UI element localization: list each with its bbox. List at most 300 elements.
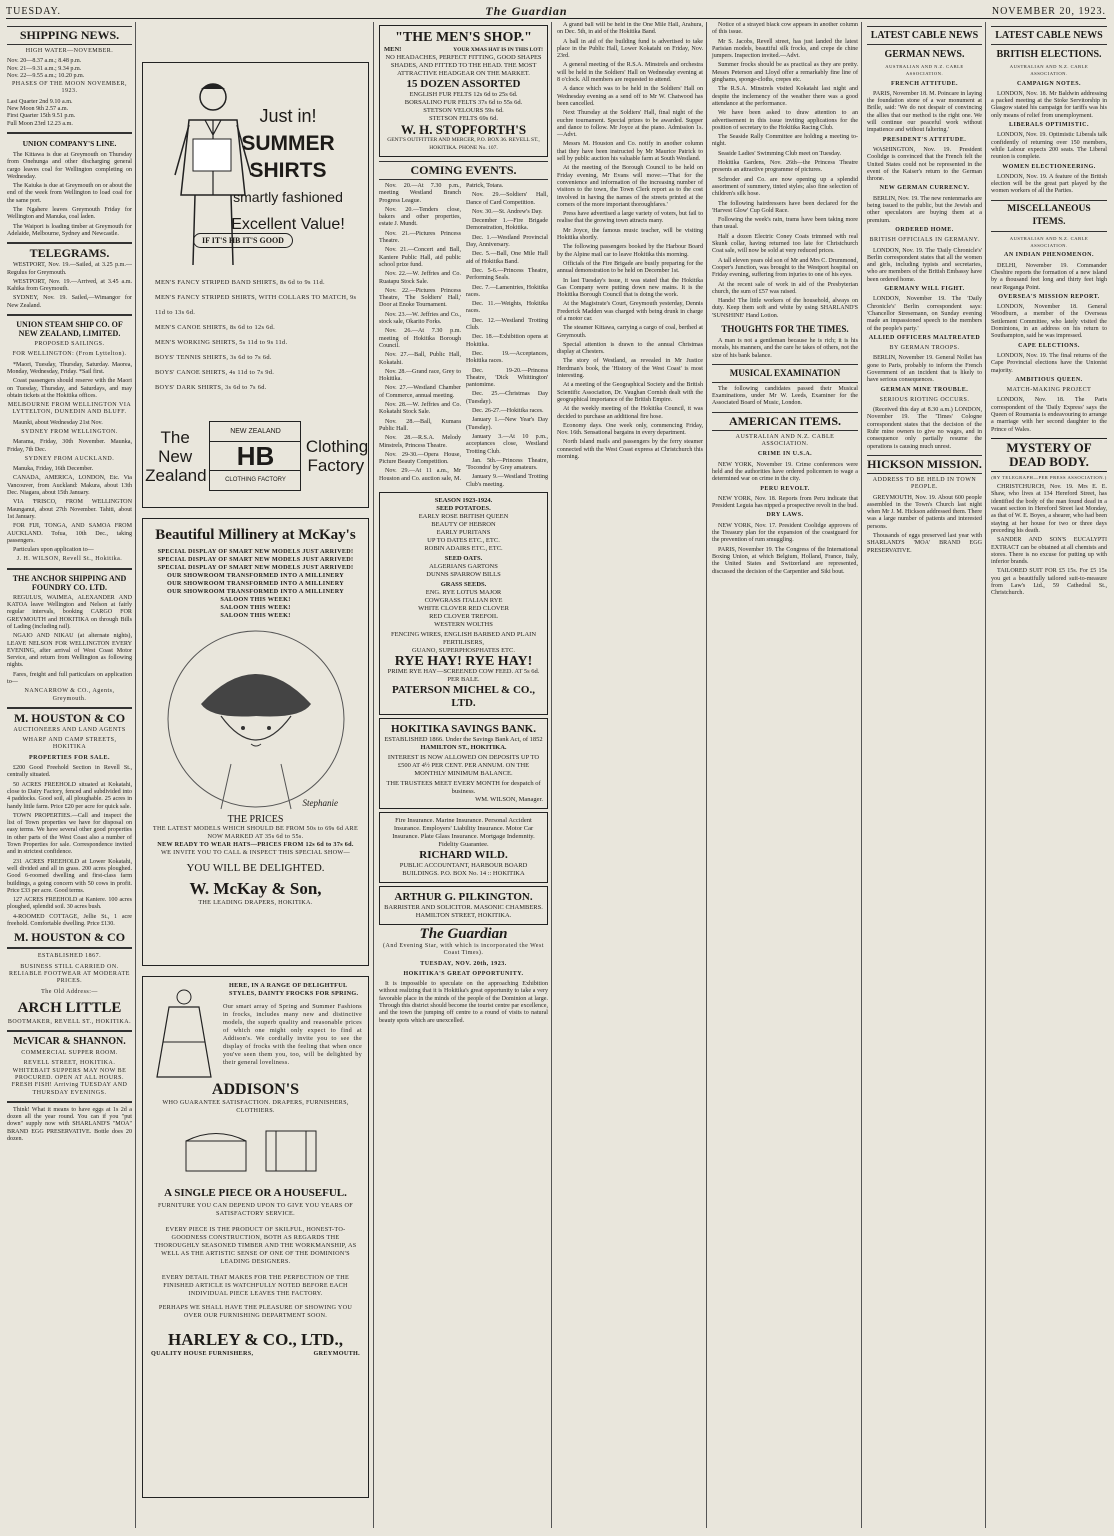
event-item: Nov. 20.—Tenders close, bakers and other properties, estate J. Mundt.: [379, 206, 461, 228]
tide-row: Nov. 22—9.55 a.m.; 10.20 p.m.: [7, 72, 85, 79]
grass-seeds-heading: GRASS SEEDS.: [440, 580, 487, 588]
presidents-attitude-heading: PRESIDENT'S ATTITUDE.: [882, 136, 967, 143]
moon-row: First Quarter 15th 9.51 p.m.: [7, 113, 76, 120]
exhibition-text: It is impossible to speculate on the approaching Exhibition without realizing that it is Hokitika's great opportunity to take a very favorable place in the minds of the people of the Dominion at large. Through this district should become the tourist centre par excellence, and the town the jumping off centre to a round of visits to natural beauty spots which are unexcelled.: [379, 981, 548, 1024]
harley-sub: FURNITURE YOU CAN DEPEND UPON TO GIVE YOU YEARS OF SATISFACTORY SERVICE.: [157, 1202, 354, 1217]
event-item: Nov. 22.—Pictures Princess Theatre, 'The Soldiers' Hall,' Door at Enoke Tournament.: [379, 287, 461, 309]
news-paragraph: The steamer Kittawa, carrying a cargo of coal, berthed at Greymouth.: [557, 325, 703, 339]
masthead-day: TUESDAY.: [6, 5, 61, 17]
news-paragraph: At the Magistrate's Court, Greymouth yesterday, Dennis Frederick Madden was charged with being drunk in charge of a motor car.: [557, 301, 703, 322]
houston-address: WHARF AND CAMP STREETS, HOKITIKA: [22, 737, 117, 751]
news-paragraph: Mr Joyce, the famous music teacher, will be visiting Hokitika shortly.: [557, 227, 703, 242]
potato-item: UP TO DATES ETC., ETC.: [427, 536, 500, 544]
ordered-home-heading: ORDERED HOME.: [895, 226, 954, 233]
presidents-attitude-text: WASHINGTON, Nov. 19. President Coolidge is convinced that the French felt the United States could not be represented in the event of the Kaiser's return to the German throne.: [867, 146, 982, 183]
addison-text: Our smart array of Spring and Summer Fashions in frocks, includes many new and distinctive models, the superb quality and reasonable prices of which one might only expect to find at Addison's. We cordially invite you to see the display of frocks with the feeling that when once you've seen them you, too, will be delighted by their general loveliness.: [223, 1003, 362, 1066]
indian-heading: AN INDIAN PHENOMENON.: [1004, 252, 1094, 259]
oat-item: ALGERIANS GARTONS: [429, 562, 498, 570]
pilkington-advert: [379, 886, 548, 925]
event-item: Dec. 12.—Westland Trotting Club.: [466, 317, 548, 332]
mens-shop-heading: "THE MEN'S SHOP.": [395, 30, 532, 45]
event-item: Dec. 25.—Christmas Day (Tuesday).: [466, 391, 548, 405]
moon-heading: PHASES OF THE MOON NOVEMBER, 1923.: [11, 81, 128, 95]
shipping-heading: SHIPPING NEWS.: [7, 26, 132, 45]
telegrams-heading: TELEGRAMS.: [29, 246, 110, 261]
coming-events-heading: COMING EVENTS.: [379, 161, 548, 180]
mckay-name: W. McKay & Son,: [189, 879, 322, 898]
manager-name: WM. WILSON, Manager.: [475, 795, 543, 803]
millinery-lines: [143, 548, 368, 620]
thistle-text: Think! What it means to have eggs at 1s 2d a dozen all the year round. You can if you "put down" supply now with SHARLAND'S "MOA" BRAND EGG PRESERVATIVE. Bottle does 20 dozen.: [7, 1106, 132, 1143]
hickson-text: GREYMOUTH, Nov. 19. About 600 people assembled in the Town's Church last night when Mr J. M. Hickson addressed them. There was a large number of patients and interested persons.: [867, 494, 982, 530]
shirt-price-item: MEN'S FANCY STRIPED BAND SHIRTS, 8s 6d to 9s 11d.: [155, 279, 325, 286]
cable-assoc-2: AUSTRALIAN AND N.Z. CABLE ASSOCIATION.: [1009, 64, 1089, 77]
germany-fight-text: LONDON, November 19. The 'Daily Chronicle's' Berlin correspondent says: 'Chancellor Stresemann, on Sunday evening made an impassioned speech to the members of the people's party.': [867, 296, 982, 332]
proposed-sailings: PROPOSED SAILINGS.: [34, 341, 105, 348]
harley-heading: A SINGLE PIECE OR A HOUSEFUL.: [164, 1187, 347, 1199]
column-cable-news-british: [988, 22, 1110, 1528]
liberals-text: LONDON, Nov. 19. Optimistic Liberals talk confidently of returning over 150 members, while Labour expects 200 seats. The Liberal reunion is complete.: [991, 132, 1107, 161]
ambitious-text: LONDON, Nov. 18. The Paris correspondent of the 'Daily Express' says the Queen of Roumania is endeavouring to arrange a marriage with her second daughter to the Prince of Wales.: [991, 397, 1107, 433]
seed-potatoes-heading: SEED POTATOES.: [436, 504, 491, 512]
the-new-zealand-text: The New Zealand: [145, 427, 207, 485]
british-officials-heading: BRITISH OFFICIALS IN GERMANY.: [869, 237, 980, 244]
thoughts-text: A man is not a gentleman because he is rich; it is his morals, his manners, and the care he takes of others, not the size of his bank balance.: [712, 337, 858, 359]
savings-bank-advert: [379, 718, 548, 809]
column-shipping: [4, 22, 136, 1528]
anchor-text: REGULUS, WAIMEA, ALEXANDER AND KATOA leave Wellington and Nelson at fairly regular intervals, booking CARGO FOR GREYMOUTH and HOKITIKA on through Bills of Lading (including rail).: [7, 594, 132, 630]
mckay-sub: THE LEADING DRAPERS, HOKITIKA.: [198, 899, 313, 906]
event-item: Nov. 29-30.—Opera House, Picture Beauty Competition.: [379, 451, 461, 466]
mcvicar-sub: COMMERCIAL SUPPER ROOM.: [21, 1050, 118, 1057]
logo-mid: HB: [236, 441, 275, 471]
usc-paragraph: The Ngahere leaves Greymouth Friday for Wellington and Manuka, coal laden.: [7, 207, 132, 221]
insurance-text: Fire Insurance. Marine Insurance. Personal Accident Insurance. Employers' Liability Insurance. Motor Car Insurance. Plate Glass Insurance. Mortgage Indemnity. Fidelity Guarantee.: [392, 816, 535, 848]
harley-text: PERHAPS WE SHALL HAVE THE PLEASURE OF SHOWING YOU OVER OUR FURNISHING DEPARTMENT SOON.: [158, 1304, 353, 1319]
property-item: £200 Good Freehold Section in Revell St., centrally situated.: [7, 765, 132, 779]
column-local-news-2: [709, 22, 862, 1528]
moon-row: Last Quarter 2nd 9.10 a.m.: [7, 98, 73, 105]
dozen-assorted: 15 DOZEN ASSORTED: [406, 78, 521, 90]
event-item: Nov. 29.—Soldiers' Hall, Dance of Card Competition.: [466, 192, 548, 206]
crime-heading: CRIME IN U.S.A.: [757, 451, 813, 458]
oat-item: DUNNS SPARROW BILLS: [426, 570, 501, 578]
paterson-heading: PATERSON MICHEL & CO., LTD.: [392, 683, 535, 709]
savings-est: ESTABLISHED 1866. Under the Savings Bank Act, of 1852: [384, 735, 543, 743]
guardian-sub: (And Evening Star, with which is incorporated the West Coast Times).: [383, 942, 544, 957]
event-item: Nov. 26.—At 7.30 p.m. meeting of Hokitika Borough Council.: [379, 328, 461, 349]
news-paragraph: Hokitika Gardens, Nov. 26th—the Princess Theatre presents an attractive programme of pictures.: [712, 160, 858, 174]
event-item: Nov. 23.—W. Jeffries and Co., stock sale, Okarito Forks.: [379, 311, 461, 326]
mckay-millinery-advert: [142, 518, 369, 966]
smartly-text: smartly fashioned: [233, 189, 343, 205]
hickson-mission-heading: HICKSON MISSION.: [867, 455, 982, 474]
nz-hb-logo: [209, 421, 301, 491]
news-paragraph: The R.S.A. Minstrels visited Kokatahi last night and despite the inclemency of the weather there was a good attendance at the performance.: [712, 86, 858, 107]
grass-item: WESTERN WOLTHS: [434, 620, 493, 628]
shirt-price-item: BOYS' CANOE SHIRTS, 4s 11d to 7s 9d.: [155, 369, 275, 376]
cape-heading: CAPE ELECTIONS.: [1018, 342, 1080, 349]
mens-shop-advert: [379, 25, 548, 157]
event-item: Nov. 28.—Grand race, Grey to Hokitika.: [379, 368, 461, 383]
properties-heading: PROPERTIES FOR SALE.: [29, 754, 110, 761]
millinery-line: OUR SHOWROOM TRANSFORMED INTO A MILLINERY: [166, 572, 345, 579]
event-item: Dec. 5-6.—Princess Theatre, Performing Seals.: [466, 267, 548, 282]
houston-footer: M. HOUSTON & CO: [13, 930, 126, 945]
felt-item: STETSON FELTS 69s 6d.: [428, 115, 499, 122]
mystery-heading: MYSTERY OF DEAD BODY.: [991, 438, 1107, 472]
moon-row: Full Moon 23rd 12.23 a.m.: [7, 120, 73, 127]
season-text: SEASON 1923-1924.: [434, 496, 493, 504]
allied-officers-text: BERLIN, November 19. General Nollet has gone to Paris, probably to inform the French Government of an incident that is likely to have serious consequences.: [867, 355, 982, 384]
dry-laws-heading: DRY LAWS.: [766, 512, 804, 519]
addison-sub: WHO GUARANTEE SATISFACTION. DRAPERS, FURNISHERS, CLOTHIERS.: [162, 1099, 349, 1114]
stopforth-heading: W. H. STOPFORTH'S: [400, 122, 527, 137]
wild-sub: PUBLIC ACCOUNTANT, HARBOUR BOARD BUILDINGS. P.O. BOX No. 14 :: HOKITIKA: [399, 861, 528, 877]
melbourne-heading: MELBOURNE FROM WELLINGTON VIA LYTTELTON, DUNEDIN AND BLUFF.: [7, 402, 132, 416]
savings-text: INTEREST IS NOW ALLOWED ON DEPOSITS UP TO £500 AT 4½ PER CENT. PER ANNUM. ON THE MONTHLY MINIMUM BALANCE.: [387, 753, 540, 777]
masthead-date: NOVEMBER 20, 1923.: [991, 5, 1106, 17]
harley-name: HARLEY & CO., LTD.,: [168, 1330, 343, 1349]
summer-text: SUMMER: [241, 132, 335, 155]
addison-intro: HERE, IN A RANGE OF DELIGHTFUL STYLES, DAINTY FROCKS FOR SPRING.: [229, 982, 359, 997]
event-item: January 9.—Westland Trotting Club's meeting.: [466, 474, 548, 488]
trustees-text: THE TRUSTEES MEET EVERY MONTH for despatch of business.: [386, 779, 541, 795]
mystery-text: CHRISTCHURCH, Nov. 19. Mrs E. E. Shaw, who lives at 134 Hereford Street, has identified the body of the man found dead in a vacant section in Hereford Street last Monday, as that of W. E. Boyes, a shearer, who had been staying at her house for two or three days preceding his death.: [991, 484, 1107, 534]
event-item: Dec. 19-20.—Princess Theatre, 'Dick Whittington' pantomime.: [466, 367, 548, 389]
grass-item: ENG. RYE LOTUS MAJOR: [425, 588, 502, 596]
column-local-news-1: [554, 22, 707, 1528]
news-paragraph: Press have advertised a large variety of voters, but fail to realise that the growing town attracts many.: [557, 211, 703, 225]
shirt-price-item: BOYS' DARK SHIRTS, 3s 6d to 7s 6d.: [155, 384, 267, 391]
column-events: [376, 22, 552, 1528]
mcvicar-text: REVELL STREET, HOKITIKA. WHITEBAIT SUPPERS MAY NOW BE PROCURED. OPEN AT ALL HOURS. FRESH FISH! Arriving TUESDAY AND THURSDAY EVENINGS.: [11, 1060, 128, 1096]
potato-item: ROBIN ADAIRS ETC., ETC.: [424, 544, 503, 552]
news-paragraph: Seaside Ladies' Swimming Club meet on Tuesday.: [718, 150, 842, 157]
addison-heading: ADDISON'S: [211, 1081, 300, 1098]
american-assoc: AUSTRALIAN AND N.Z. CABLE ASSOCIATION.: [735, 433, 835, 448]
germany-fight-heading: GERMANY WILL FIGHT.: [884, 286, 965, 293]
telegram-item: SYDNEY, Nov. 19. Sailed,—Wimangor for New Zealand.: [7, 295, 132, 309]
potato-item: EARLY PURITANS: [436, 528, 491, 536]
moon-row: New Moon 9th 2.57 a.m.: [7, 106, 69, 113]
millinery-line: SALOON THIS WEEK!: [220, 604, 291, 611]
harley-footer: [143, 1350, 368, 1358]
millinery-line: SPECIAL DISPLAY OF SMART NEW MODELS JUST ARRIVED!: [157, 548, 354, 555]
event-item: January 3.—At 10 p.m., acceptances close, Westland Trotting Club.: [466, 433, 548, 455]
shirt-price-item: MEN'S WORKING SHIRTS, 5s 11d to 9s 11d.: [155, 339, 288, 346]
property-item: 50 ACRES FREEHOLD situated at Kokatahi, close to Dairy Factory, fenced and subdivided into 4 paddocks. Good soil, all ploughable. 25 acres in handy little farm. Price £20 per acre for quick sale.: [7, 781, 132, 810]
local-news-paragraphs: [557, 22, 703, 461]
wild-advert: [379, 812, 548, 883]
potato-item: BEAUTY OF HEBRON: [431, 520, 496, 528]
guardian-heading: The Guardian: [419, 925, 508, 942]
news-paragraph: Summer frocks should be as practical as they are pretty. Messrs Peterson and Lloyd offer a remarkably fine line of ginghams, sponge-cloths, crepes etc.: [712, 62, 858, 84]
moon-list: [7, 99, 132, 128]
cape-text: LONDON, Nov. 19. The final returns of the Cape Provincial elections have the Unionist majority.: [991, 352, 1107, 374]
french-attitude-text: PARIS, November 18. M. Poincare in laying the foundation stone of a war monument at Brille, said: 'We do not despair of convincing the allies that our method is the right one. We will continue our peaceful work without impatience and without faltering.': [867, 90, 982, 134]
sydney-auckland-text: Manuka, Friday, 16th December.: [13, 466, 94, 473]
pilkington-sub: BARRISTER AND SOLICITOR. MASONIC CHAMBERS. HAMILTON STREET, HOKITIKA.: [384, 903, 543, 919]
eggs-text: Thousands of eggs preserved last year with SHARLAND'S 'MOA' BRAND EGG PRESERVATIVE.: [867, 533, 982, 554]
event-item: Nov. 20.—At 7.30 p.m., meeting Westland Branch Progress League.: [379, 183, 461, 204]
campaign-notes-text: LONDON, Nov. 18. Mr Baldwin addressing a packed meeting at the Stoke Servitorship in Glasgow stated his campaign for tariffs was his only means of relief from unemployment.: [991, 90, 1107, 119]
arch-text: BUSINESS STILL CARRIED ON. RELIABLE FOOTWEAR AT MODERATE PRICES.: [9, 963, 130, 985]
event-item: Nov. 29.—At 11 a.m., Mr Houston and Co. auction sale, M. Patrick, Totara.: [379, 183, 504, 482]
felt-item: BORSALINO FUR FELTS 37s 6d to 55s 6d.: [404, 99, 523, 106]
logo-top: NEW ZEALAND: [210, 422, 300, 442]
millinery-line: SPECIAL DISPLAY OF SMART NEW MODELS JUST ARRIVED!: [157, 564, 354, 571]
news-paragraph: Half a dozen Electric Coney Coats trimmed with real Skunk collar, having returned too late for Christchurch Coat sale, will now be sold at very reduced prices.: [712, 233, 858, 255]
shirt-price-item: BOYS' TENNIS SHIRTS, 3s 6d to 7s 6d.: [155, 354, 272, 361]
property-item: 127 ACRES FREEHOLD at Kaniere. 100 acres ploughed, splendid soil. 30 acres bush.: [7, 897, 132, 911]
event-item: Dec. 18.—Exhibition opens at Hokitika.: [466, 334, 548, 348]
wild-heading: RICHARD WILD.: [419, 848, 508, 861]
seed-oats-heading: SEED OATS.: [444, 554, 483, 562]
guano-text: GUANO, SUPERPHOSPHATES ETC.: [412, 646, 515, 654]
mens-shop-subhead: [384, 46, 543, 54]
guardian-date: TUESDAY, NOV. 20th, 1923.: [420, 960, 507, 967]
hb-shirts-advert: [142, 62, 369, 508]
mine-trouble-heading: GERMAN MINE TROUBLE.: [880, 386, 969, 393]
anchor-company-heading: THE ANCHOR SHIPPING AND FOUNDRY CO. LTD.: [12, 573, 127, 592]
overseas-heading: OVERSEA'S MISSION REPORT.: [998, 293, 1100, 300]
tide-list: [7, 58, 132, 80]
event-item: Nov. 21.—Pictures Princess Theatre.: [379, 230, 461, 245]
allied-officers-heading: ALLIED OFFICERS MALTREATED: [868, 334, 981, 341]
miscellaneous-heading: MISCELLANEOUS ITEMS.: [991, 200, 1107, 232]
tide-row: Nov. 21—9.31 a.m.; 9.34 p.m.: [7, 65, 82, 72]
prices-heading: THE PRICES: [227, 814, 284, 825]
event-item: Nov. 30.—St. Andrew's Day.: [472, 208, 543, 215]
event-item: Dec. 5.—Ball, One Mile Hall aid of Hokitika Band.: [466, 251, 548, 265]
news-paragraph: Notice of a strayed black cow appears in another column of this issue.: [712, 22, 858, 36]
ambitious-heading: AMBITIOUS QUEEN.: [1015, 376, 1083, 383]
liberals-heading: LIBERALS OPTIMISTIC.: [1008, 122, 1090, 129]
by-german-troops: BY GERMAN TROOPS.: [889, 345, 960, 352]
american-items-heading: AMERICAN ITEMS.: [712, 412, 858, 431]
grass-item: RED CLOVER TREFOIL: [429, 612, 498, 620]
news-paragraph: At the weekly meeting of the Hokitika Council, it was decided to purchase an additional fire hose.: [557, 406, 703, 420]
column-advertisements: [138, 22, 374, 1528]
millinery-line: OUR SHOWROOM TRANSFORMED INTO A MILLINERY: [166, 588, 345, 595]
furniture-illustration: [176, 1121, 336, 1181]
news-paragraph: Officials of the Fire Brigade are busily preparing for the annual demonstration to be held on December 1st.: [557, 260, 703, 275]
shirt-price-item: MEN'S CANOE SHIRTS, 8s 6d to 12s 6d.: [155, 324, 276, 331]
event-item: Dec. 7.—Lamentries, Hokitika races.: [466, 284, 548, 298]
peru-heading: PERU REVOLT.: [760, 485, 810, 492]
mystery-sub: (BY TELEGRAPH—PER PRESS ASSOCIATION.): [991, 474, 1107, 480]
arch-established: ESTABLISHED 1867.: [37, 953, 102, 960]
excellent-text: Excellent Value!: [231, 216, 345, 233]
column-cable-news-german: [864, 22, 986, 1528]
high-water-heading: HIGH WATER—NOVEMBER.: [25, 48, 114, 54]
news-paragraph: Hands! The little workers of the household, always on duty. Keep them soft and white by using SHARLAND'S 'SUNSHINE' Hand Lotion.: [712, 298, 858, 319]
news-paragraph: Messrs M. Houston and Co. notify in another column that they have been instructed by Mr Maurice Patrick to sell by public auction his valuable farm at South Westland.: [557, 141, 703, 163]
houston-sub: AUCTIONEERS AND LAND AGENTS: [13, 726, 126, 733]
events-list: [379, 183, 548, 489]
ordered-home-text: LONDON, Nov. 19. The 'Daily Chronicle's' Berlin correspondent states that all the women and girls, including typists and secretaries, who are members of the British Embassy have been ordered home.: [867, 247, 982, 283]
harley-footer-left: QUALITY HOUSE FURNISHERS,: [151, 1350, 254, 1357]
currency-heading: NEW GERMAN CURRENCY.: [879, 185, 970, 192]
misc-assoc: AUSTRALIAN AND N.Z. CABLE ASSOCIATION.: [1009, 235, 1089, 249]
millinery-heading: Beautiful Millinery at McKay's: [155, 527, 356, 543]
news-paragraph: A general meeting of the R.S.A. Minstrels and orchestra will be held in the Soldiers' Hall on Wednesday evening at 8 o'clock. All members are requested to attend.: [557, 62, 703, 84]
news-paragraph: Special attention is drawn to the annual Christmas display at Chesters.: [557, 341, 703, 356]
women-heading: WOMEN ELECTIONEERING.: [1002, 163, 1096, 170]
houston-heading: M. HOUSTON & CO: [13, 710, 126, 725]
sander-text: SANDER AND SON'S EUCALYPTI EXTRACT can be obtained at all chemists and stores. There is no excuse for putting up with inferior brands.: [991, 537, 1107, 566]
crime-text: NEW YORK, November 19. Crime conferences were held and the authorities have ordered policemen to wage a determined war on crime in the city.: [712, 461, 858, 483]
hickson-sub: ADDRESS TO BE HELD IN TOWN PEOPLE.: [872, 476, 977, 491]
xmas-hat-text: YOUR XMAS HAT IS IN THIS LOT!: [453, 47, 543, 53]
news-paragraph: The following hairdressers have been declared for the 'Harvest Glow' Cup Gold Race.: [712, 200, 858, 214]
addison-harley-advert: [142, 976, 369, 1498]
for-wellington: FOR WELLINGTON: (From Lyttelton).: [12, 351, 127, 358]
union-steam-ship-heading: UNION STEAM SHIP CO. OF NEW ZEALAND, LIMITED.: [16, 320, 123, 339]
masthead-title: The Guardian: [485, 3, 568, 18]
property-item: 4-ROOMED COTTAGE, Jellie St., 1 acre freehold. Comfortable dwelling. Price £130.: [7, 913, 132, 928]
sailings-text: *Maori, Tuesday, Thursday, Saturday. Maorea, Monday, Wednesday, Friday. *Sail first.: [7, 361, 132, 375]
property-item: TOWN PROPERTIES.—Call and inspect the list of Town properties we have for disposal on easy terms. We have several other good properties in other parts of the West Coast also a number of Town Properties for sale. Correspondence invited and in strictest confidence.: [7, 812, 132, 856]
prices-line: NEW READY TO WEAR HATS—PRICES FROM 12s 6d to 37s 6d.: [157, 841, 354, 848]
melbourne-text: Maunki, about Wednesday 21st Nov.: [13, 419, 103, 426]
frisco-text: VIA 'FRISCO, FROM WELLINGTON Maunganui, about 27th November. Tahiti, about 1st January.: [7, 499, 132, 520]
agent2-name: NANCARROW & CO., Agents, Greymouth.: [24, 688, 115, 702]
overseas-text: LONDON, November 18. General Woodburn, a member of the Overseas Settlement Committee, who lately visited the Dominions, in an address on his return to Southampton, said he was impressed.: [991, 304, 1107, 340]
millinery-line: SALOON THIS WEEK!: [220, 596, 291, 603]
logo-bottom: CLOTHING FACTORY: [210, 470, 300, 490]
harley-footer-right: GREYMOUTH.: [313, 1350, 360, 1357]
indian-text: DELHI, November 19. Commander Cheshire reports the formation of a new island by a thousand feet long and thirty feet high near Reganga Point.: [991, 262, 1107, 291]
sydney-wellington-text: Marama, Friday, 30th November. Maunka, Friday, 7th Dec.: [7, 439, 132, 453]
savings-address: HAMILTON ST., HOKITIKA.: [420, 743, 507, 751]
potato-item: EARLY ROSE BRITISH QUEEN: [418, 512, 509, 520]
news-paragraph: Economy days. One week only, commencing Friday, Nov. 16th. Sensational bargains in every department.: [557, 422, 703, 437]
news-paragraph: Schroder and Co. are now opening up a splendid assortment of summery, tinted styles; also fine selection of children's silk hose.: [712, 176, 858, 198]
rye-hay-heading: RYE HAY! RYE HAY!: [394, 653, 533, 669]
serious-rioting: SERIOUS RIOTING OCCURS.: [879, 396, 970, 403]
event-item: Dec. 19.—Acceptances, Hokitika races.: [466, 350, 548, 365]
usc-paragraph: The Waipori is loading timber at Greymouth for Adelaide, Melbourne, Sydney and Newcastle.: [7, 223, 132, 237]
prices-text: [143, 825, 368, 857]
rye-text: PRIME RYE HAY—SCREENED COW FEED. AT 5s 6d. PER BALE.: [387, 667, 540, 683]
sydney-auckland-heading: SYDNEY FROM AUCKLAND.: [24, 455, 115, 462]
news-paragraph: A dance which was to be held in the Soldiers' Hall on Wednesday evening as a send off to Mr W. Chatwood has been cancelled.: [557, 86, 703, 107]
news-paragraph: At the meeting of the Borough Council to be held on Friday evening, Mr Evans will move:—'That for the convenience and information of the increasing number of visitors to the town, the Town Clerk report as to the cost involved in having the names of the streets printed at the corners of the more important thoroughfares.': [557, 165, 703, 208]
felt-item: STETSON VELOURS 59s 6d.: [423, 107, 504, 114]
if-its-hb-badge: IF IT'S HB IT'S GOOD: [193, 233, 293, 248]
property-item: 231 ACRES FREEHOLD at Lower Kokatahi, well divided and all in grass. 200 acres ploughed. Good 6-roomed dwelling and first-class farm buildings, a going concern with 50 cows in profit. Price £33 per acre. Good terms.: [7, 858, 132, 894]
event-item: Dec. 26-27.—Hokitika races.: [472, 408, 544, 415]
tide-row: Nov. 20—8.37 a.m.; 8.48 p.m.: [7, 58, 82, 65]
shirt-price-list: [155, 275, 365, 395]
thoughts-heading: THOUGHTS FOR THE TIMES.: [721, 323, 849, 334]
news-paragraph: We have been asked to draw attention to an advertisement in this issue inviting applications for the position of secretary to the Hokitika Racing Club.: [712, 110, 858, 131]
mine-trouble-text: (Received this day at 8.30 a.m.) LONDON, November 19. The 'Times' Cologne correspondent states that the decision of the Ruhr mine owners to give no wages, and in consequence only partially resume the operations is causing much unrest.: [867, 407, 982, 450]
arch-address-label: The Old Address:—: [41, 988, 98, 995]
felt-item: ENGLISH FUR FELTS 12s 6d to 25s 6d.: [409, 91, 518, 98]
sydney-wellington-heading: SYDNEY FROM WELLINGTON.: [21, 428, 118, 435]
women-text: LONDON, Nov. 19. A feature of the British election will be the great part played by the women workers of all the Parties.: [991, 173, 1107, 195]
ngaio-text: NGAIO AND NIKAU (at alternate nights), LEAVE NELSON FOR WELLINGTON EVERY EVENING, after arrival of West Coast Motor Service, and return from Wellington as following nights.: [7, 633, 132, 669]
canada-text: CANADA, AMERICA, LONDON, Etc. Via Vancouver, from Auckland: Makura, about 13th Dec. Niagara, about 15th January.: [7, 475, 132, 497]
cable-news-heading-2: LATEST CABLE NEWS: [991, 26, 1107, 45]
news-paragraph: At the recent sale of work in aid of the Presbyterian church, the sum of £57 was raised.: [712, 281, 858, 295]
mcvicar-heading: McVICAR & SHANNON.: [13, 1036, 126, 1048]
event-item: Nov. 28.—W. Jeffries and Co. Kokatahi Stock Sale.: [379, 402, 461, 416]
tailored-text: TAILORED SUIT FOR £5 15s. For £5 15s you get a beautifully tailored suit-to-measure from Law's Ltd., 59 Cathedral St., Christchurch.: [991, 568, 1107, 597]
agent-name: J. H. WILSON, Revell St., Hokitika.: [16, 556, 123, 563]
cable-assoc: AUSTRALIAN AND N.Z. CABLE ASSOCIATION.: [885, 64, 964, 77]
union-company-heading: UNION COMPANY'S LINE.: [22, 138, 117, 148]
news-paragraph: A grand ball will be held in the One Mile Hall, Arahura, on Dec. 5th, in aid of the Hokitika Band.: [557, 22, 703, 36]
british-elections-heading: BRITISH ELECTIONS.: [996, 49, 1102, 60]
news-paragraph: A tall eleven years old son of Mr and Mrs C. Drummond, Cooper's Junction, was brought to the Westport hospital on Friday evening, suffering from injuries to one of his eyes.: [712, 257, 858, 279]
prices-line: WE INVITE YOU TO CALL & INSPECT THIS SPECIAL SHOW—: [161, 849, 350, 856]
stopforth-sub: GENT'S OUTFITTER AND MERCER, P.O. BOX 36. REVELL ST., HOKITIKA. PHONE No. 107.: [387, 137, 540, 151]
millinery-line: SPECIAL DISPLAY OF SMART NEW MODELS JUST ARRIVED!: [157, 556, 354, 563]
summer-shirts-slogan: [218, 103, 358, 238]
news-paragraph: A ball in aid of the building fund is advertised to take place in the Public Hall, Lower Kokatahi on Friday, Nov. 23rd.: [557, 38, 703, 60]
artist-signature: Stephanie: [302, 798, 338, 808]
event-item: Dec. 1.—Westland Provincial Day, Anniversary.: [466, 234, 548, 249]
grass-item: WHITE CLOVER RED CLOVER: [418, 604, 509, 612]
arch-little-heading: ARCH LITTLE: [17, 999, 122, 1016]
masthead: [6, 4, 1106, 19]
just-in-text: Just in!: [259, 106, 317, 126]
event-item: January 1.—New Year's Day (Tuesday).: [466, 417, 548, 431]
news-paragraph: Following the week's rain, trams have been taking more than usual.: [712, 217, 858, 231]
musical-exam-text: The following candidates passed their Musical Examinations, under Mr W. Leeds, Examiner for the Associated Board of Music, London.: [712, 385, 858, 407]
shop-text: NO HEADACHES, PERFECT FITTING, GOOD SHAPES SHADES, AND FITTED TO THE HEAD. THE MOST ATTRACTIVE HEADGEAR ON THE MARKET.: [385, 54, 542, 77]
lady-hat-illustration: [161, 624, 351, 814]
shirt-price-item: MEN'S FANCY STRIPED SHIRTS, WITH COLLARS TO MATCH, 9s 11d to 13s 6d.: [155, 294, 357, 316]
musical-exam-heading: MUSICAL EXAMINATION: [712, 364, 858, 383]
coast-note: Coast passengers should reserve with the Maori on Tuesday, Thursday, and Saturdays, and may obtain tickets at the Hokitika offices.: [7, 378, 132, 399]
arch-sub: BOOTMAKER, REVELL ST., HOKITIKA.: [7, 1018, 132, 1025]
exhibition-heading: HOKITIKA'S GREAT OPPORTUNITY.: [403, 970, 524, 977]
news-paragraph: The story of Westland, as revealed in Mr Justice Herdman's book, the 'History of the West Coast' is most interesting.: [557, 358, 703, 380]
news-paragraph: The Seaside Rally Committee are holding a meeting to-night.: [712, 134, 858, 148]
harley-text: EVERY DETAIL THAT MAKES FOR THE PERFECTION OF THE FINISHED ARTICLE IS WATCHFULLY NOTED BEFORE EACH INDIVIDUAL PIECE LEAVES THE FACTORY.: [161, 1274, 350, 1297]
event-item: Nov. 22.—W. Jeffries and Co. Ruatapu Stock Sale.: [379, 271, 461, 285]
event-item: Nov. 27.—Ball, Public Hall, Kokatahi.: [379, 352, 461, 366]
news-paragraph: North Island mails and passengers by the ferry steamer connected with the West Coast express at Christchurch this morning.: [557, 439, 703, 461]
millinery-line: OUR SHOWROOM TRANSFORMED INTO A MILLINERY: [166, 580, 345, 587]
news-paragraph: At a meeting of the Geographical Society and the British Scientific Association, Dr. Vaughan Cornish dealt with the geographical importance of the British Empire.: [557, 382, 703, 403]
news-paragraph: The following passengers booked by the Harbour Board by the Alpine mail car to leave Hokitika this morning.: [557, 244, 703, 258]
shirts-text: SHIRTS: [249, 159, 327, 182]
pilkington-heading: ARTHUR G. PILKINGTON.: [394, 890, 533, 903]
german-news-heading: GERMAN NEWS.: [884, 49, 965, 60]
fares-text: Fares, freight and full particulars on application to—: [7, 671, 132, 685]
event-item: Nov. 21.—Concert and Ball, Kaniere Public Hall, aid public school prize fund.: [379, 247, 461, 268]
peru-text: NEW YORK, Nov. 18. Reports from Peru indicate that President Leguia has nipped a prospective revolt in the bud.: [712, 495, 858, 510]
fiji-text: FOR FIJI, TONGA, AND SAMOA FROM AUCKLAND. Tofua, 10th Dec., taking passengers.: [7, 523, 132, 544]
harley-text: EVERY PIECE IS THE PRODUCT OF SKILFUL, HONEST-TO-GOODNESS CONSTRUCTION, BOTH AS REGARDS THE THOROUGHLY SEASONED TIMBER AND THE WORKMANSHIP, AS WELL AS THE ARTISTIC SENSE OF ONE OF THE DOMINION'S LEADING DESIGNERS.: [154, 1226, 357, 1265]
event-item: Nov. 28.—Ball, Kumara Public Hall.: [379, 418, 461, 432]
delighted-text: YOU WILL BE DELIGHTED.: [186, 862, 325, 874]
particulars-text: Particulars upon application to—: [13, 547, 94, 554]
boxing-text: PARIS, November 19. The Congress of the International Boxing Union, at which Belgium, Holland, France, Italy, the United States and Switzerland are represented, discussed the decision of the Carpentier and Siki bout.: [712, 546, 858, 575]
currency-text: BERLIN, Nov. 19. The new rentenmarks are being issued to the public, but the Jewish and other speculators are buying them at a premium.: [867, 195, 982, 224]
usc-paragraph: The Kaiuka is due at Greymouth on or about the end of the week from Wellington to load coal for the same port.: [7, 183, 132, 204]
clothing-factory-text: Clothing Factory: [305, 437, 369, 475]
telegram-item: WESTPORT, Nov. 19.—Arrived, at 3.45 a.m. Kahika from Greymouth.: [7, 278, 132, 293]
event-item: December 1.—Fire Brigade Demonstration, Hokitika.: [466, 218, 548, 232]
dry-laws-text: NEW YORK, Nov. 17. President Coolidge approves of the Treasury plan for the expansion of the coastguard for the prevention of rum smuggling.: [712, 522, 858, 544]
